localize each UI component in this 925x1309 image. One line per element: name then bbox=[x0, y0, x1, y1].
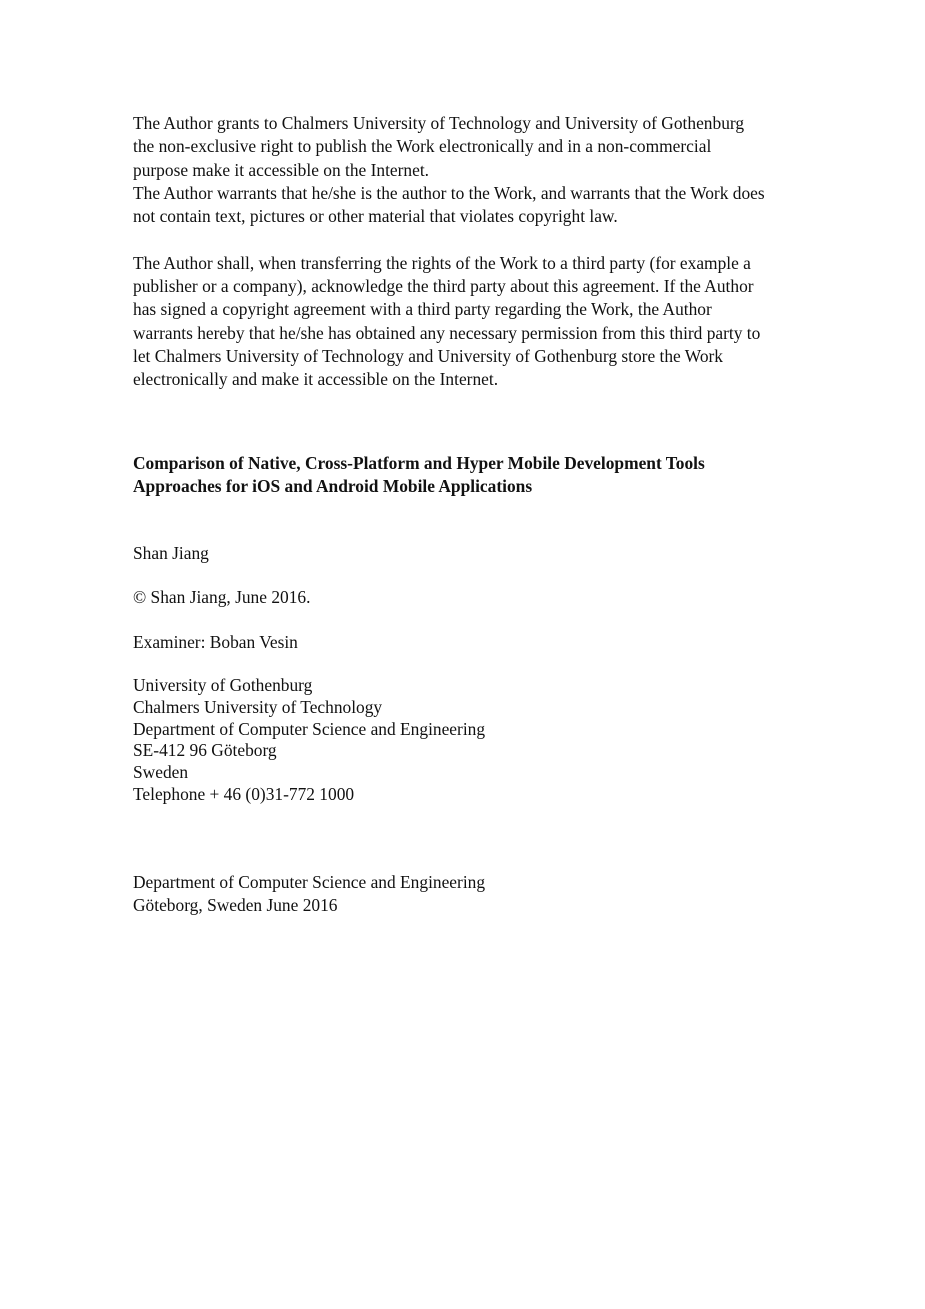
title-line: Comparison of Native, Cross-Platform and Hyper Mobile Development Tools bbox=[133, 452, 705, 473]
text-line: The Author shall, when transferring the rights of the Work to a third party (for example a bbox=[133, 252, 751, 273]
address-line: SE-412 96 Göteborg bbox=[133, 740, 277, 761]
text-line: has signed a copyright agreement with a third party regarding the Work, the Author bbox=[133, 299, 712, 320]
text-line: warrants hereby that he/she has obtained any necessary permission from this third party to bbox=[133, 322, 761, 343]
footer-block bbox=[133, 871, 833, 917]
address-line: Department of Computer Science and Engineering bbox=[133, 718, 486, 739]
address-block bbox=[133, 675, 833, 806]
document-page bbox=[133, 112, 833, 917]
thesis-title bbox=[133, 452, 833, 499]
text-line: purpose make it accessible on the Internet. bbox=[133, 159, 430, 180]
text-line: the non-exclusive right to publish the Work electronically and in a non-commercial bbox=[133, 136, 712, 157]
address-line: University of Gothenburg bbox=[133, 675, 313, 696]
text-line: not contain text, pictures or other material that violates copyright law. bbox=[133, 206, 618, 227]
text-line: The Author warrants that he/she is the author to the Work, and warrants that the Work does bbox=[133, 182, 765, 203]
author-name: Shan Jiang bbox=[133, 543, 209, 564]
copyright-text: © Shan Jiang, June 2016. bbox=[133, 587, 311, 608]
text-line: publisher or a company), acknowledge the third party about this agreement. If the Author bbox=[133, 276, 754, 297]
license-paragraph-2 bbox=[133, 252, 833, 392]
address-line: Telephone + 46 (0)31-772 1000 bbox=[133, 784, 355, 805]
copyright-notice bbox=[133, 586, 833, 609]
thesis-author bbox=[133, 542, 833, 565]
examiner bbox=[133, 631, 833, 654]
address-line: Sweden bbox=[133, 762, 189, 783]
paragraph-spacer bbox=[133, 228, 833, 251]
footer-line: Göteborg, Sweden June 2016 bbox=[133, 894, 338, 915]
title-line: Approaches for iOS and Android Mobile Applications bbox=[133, 475, 533, 496]
license-paragraph-1 bbox=[133, 112, 833, 228]
text-line: electronically and make it accessible on the Internet. bbox=[133, 369, 499, 390]
text-line: The Author grants to Chalmers University of Technology and University of Gothenburg bbox=[133, 113, 745, 133]
footer-line: Department of Computer Science and Engineering bbox=[133, 871, 486, 892]
text-line: let Chalmers University of Technology and University of Gothenburg store the Work bbox=[133, 345, 724, 366]
address-line: Chalmers University of Technology bbox=[133, 696, 383, 717]
examiner-text: Examiner: Boban Vesin bbox=[133, 631, 298, 652]
